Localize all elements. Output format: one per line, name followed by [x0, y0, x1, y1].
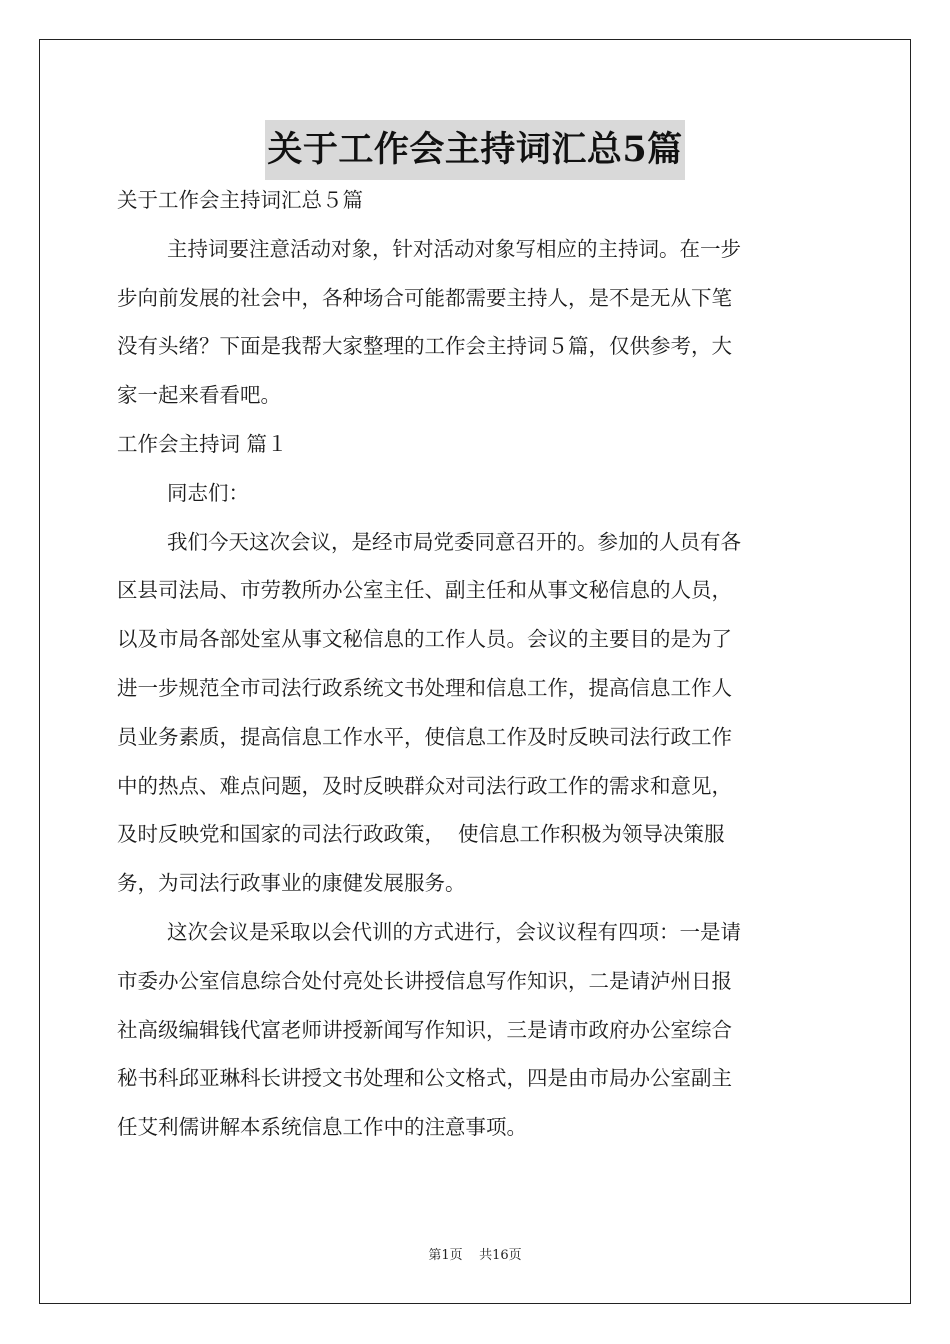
section-heading: 工作会主持词 篇１ [117, 431, 288, 456]
intro-line: 主持词要注意活动对象，针对活动对象写相应的主持词。在一步 [167, 236, 741, 261]
paragraph-1 [117, 518, 833, 908]
para1-line: 区县司法局、市劳教所办公室主任、副主任和从事文秘信息的人员， [117, 578, 732, 603]
salutation: 同志们： [167, 480, 249, 505]
document-subtitle: 关于工作会主持词汇总５篇 [117, 188, 363, 212]
document-title: 关于工作会主持词汇总5篇 [265, 120, 684, 180]
para2-line: 市委办公室信息综合处付亮处长讲授信息写作知识，二是请泸州日报 [117, 968, 732, 993]
intro-paragraph [117, 225, 833, 420]
para2-line: 任艾利儒讲解本系统信息工作中的注意事项。 [117, 1115, 527, 1140]
intro-line: 步向前发展的社会中，各种场合可能都需要主持人，是不是无从下笔 [117, 285, 732, 310]
intro-line: 没有头绪？下面是我帮大家整理的工作会主持词５篇，仅供参考，大 [117, 334, 732, 359]
page-footer: 第1页 共16页 [428, 1248, 522, 1263]
para1-line: 进一步规范全市司法行政系统文书处理和信息工作，提高信息工作人 [117, 675, 732, 700]
para1-line: 中的热点、难点问题，及时反映群众对司法行政工作的需求和意见， [117, 773, 732, 798]
para2-line: 这次会议是采取以会代训的方式进行，会议议程有四项：一是请 [167, 919, 741, 944]
para2-line: 秘书科邱亚琳科长讲授文书处理和公文格式，四是由市局办公室副主 [117, 1066, 732, 1091]
para2-line: 社高级编辑钱代富老师讲授新闻写作知识，三是请市政府办公室综合 [117, 1017, 732, 1042]
para1-line: 我们今天这次会议，是经市局党委同意召开的。参加的人员有各 [167, 529, 741, 554]
para1-line: 及时反映党和国家的司法行政政策， 使信息工作积极为领导决策服 [117, 822, 725, 847]
intro-line: 家一起来看看吧。 [117, 383, 281, 408]
document-body [117, 176, 833, 1152]
paragraph-2 [117, 908, 833, 1152]
para1-line: 员业务素质，提高信息工作水平，使信息工作及时反映司法行政工作 [117, 724, 732, 749]
title-wrap [0, 120, 950, 180]
para1-line: 以及市局各部处室从事文秘信息的工作人员。会议的主要目的是为了 [117, 627, 732, 652]
para1-line: 务，为司法行政事业的康健发展服务。 [117, 871, 466, 896]
